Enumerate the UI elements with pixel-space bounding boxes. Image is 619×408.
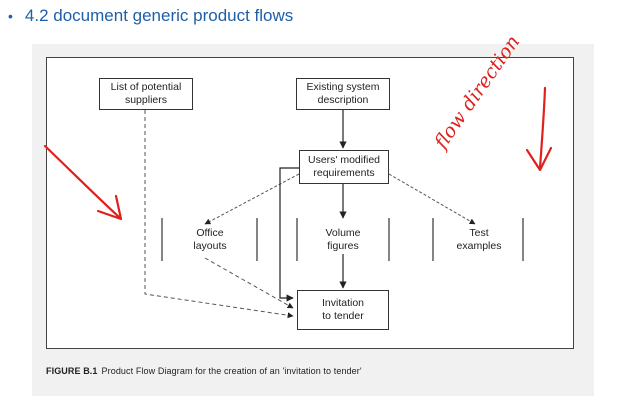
node-existing-system: Existing system description	[296, 78, 390, 110]
bullet-point: •	[8, 8, 13, 24]
node-invitation-tender: Invitation to tender	[297, 290, 389, 330]
left-red-arrow	[45, 146, 120, 218]
node-test-examples: Test examples	[456, 227, 502, 252]
node-office-layouts: Office layouts	[193, 227, 227, 252]
node-users-requirements: Users' modified requirements	[299, 150, 389, 184]
caption-label: FIGURE B.1	[46, 366, 98, 376]
node-suppliers: List of potential suppliers	[99, 78, 193, 110]
right-red-arrowhead	[527, 148, 551, 170]
handwritten-flow-direction: flow direction	[430, 31, 525, 153]
caption-text: Product Flow Diagram for the creation of an 'invitation to tender'	[101, 366, 362, 376]
node-volume-figures: Volume figures	[325, 227, 361, 252]
heading-text: 4.2 document generic product flows	[24, 6, 294, 25]
right-red-arrow	[540, 88, 545, 168]
